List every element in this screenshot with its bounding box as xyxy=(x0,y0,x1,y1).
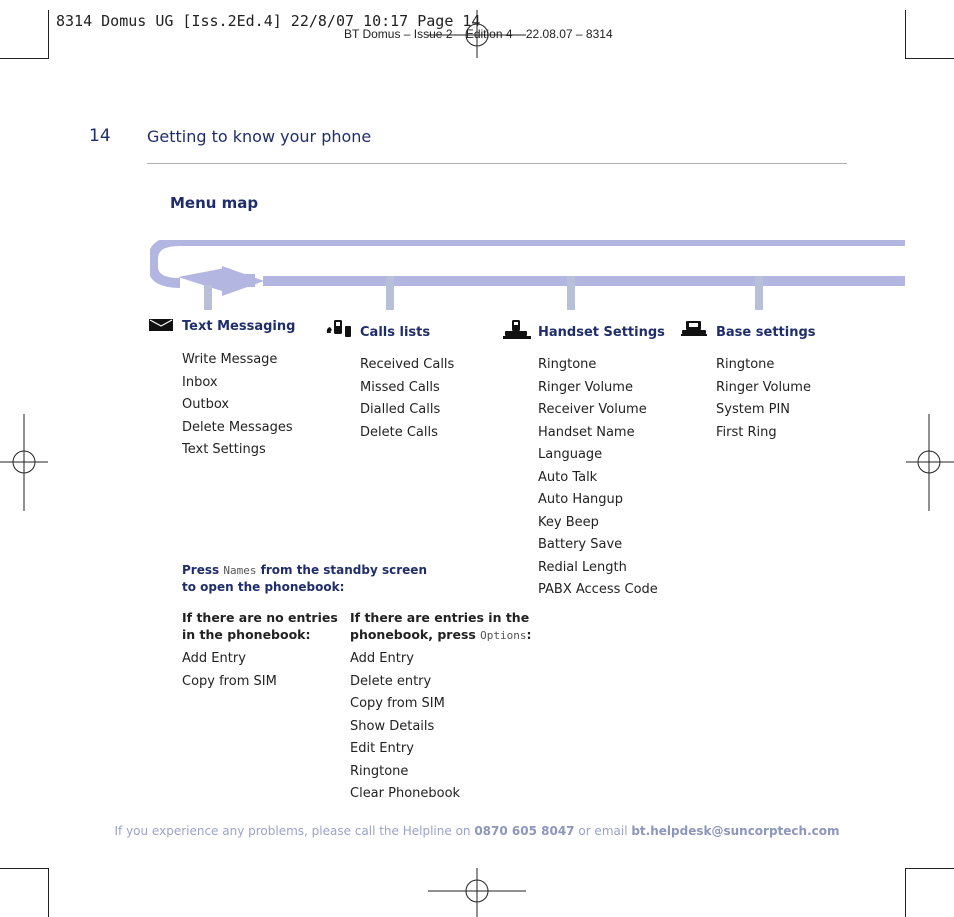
menu-item: Edit Entry xyxy=(350,741,414,756)
header-rule xyxy=(147,163,847,164)
calls-icon xyxy=(326,320,352,338)
menu-item: Missed Calls xyxy=(360,379,440,395)
menu-item: Battery Save xyxy=(538,537,623,552)
column-heading-handset-settings: Handset Settings xyxy=(538,325,665,340)
menu-item: Add Entry xyxy=(350,651,414,666)
page-number: 14 xyxy=(89,126,111,146)
footer-text: If you experience any problems, please call the Helpline on xyxy=(114,824,475,838)
base-icon xyxy=(681,321,707,337)
heading-line: in the phonebook: xyxy=(182,627,311,642)
menu-item: Ringtone xyxy=(350,763,409,779)
text-messaging-menu-list xyxy=(182,349,293,462)
menu-item: Auto Talk xyxy=(538,469,598,485)
menu-item: Language xyxy=(538,447,603,462)
column-heading-calls-lists: Calls lists xyxy=(360,325,431,340)
menu-item: Ringtone xyxy=(716,357,775,372)
helpline-footer xyxy=(0,824,954,838)
menu-item: Write Message xyxy=(182,352,278,367)
menu-item: Show Details xyxy=(350,718,435,734)
menu-item: Received Calls xyxy=(360,357,455,372)
entries-menu-list xyxy=(350,648,460,806)
menu-item: Text Settings xyxy=(182,442,266,457)
menu-item: First Ring xyxy=(716,424,777,440)
menu-item: Key Beep xyxy=(538,514,599,530)
note-text: Press xyxy=(182,563,224,577)
heading-line: If there are entries in the xyxy=(350,610,530,625)
helpdesk-email: bt.helpdesk@suncorptech.com xyxy=(631,824,840,838)
handset-icon xyxy=(503,320,531,340)
menu-item: Add Entry xyxy=(182,651,246,666)
calls-lists-menu-list xyxy=(360,354,454,444)
menu-item: Outbox xyxy=(182,397,230,412)
menu-item: Handset Name xyxy=(538,424,635,440)
handset-settings-menu-list xyxy=(538,354,658,602)
menu-item: Redial Length xyxy=(538,559,627,575)
menu-item: Inbox xyxy=(182,374,218,390)
menu-item: Ringtone xyxy=(538,357,597,372)
menu-item: Copy from SIM xyxy=(350,696,445,711)
menu-item: Delete Messages xyxy=(182,419,293,435)
section-title: Getting to know your phone xyxy=(147,127,372,146)
menu-item: Copy from SIM xyxy=(182,673,277,689)
menu-item: Receiver Volume xyxy=(538,402,647,417)
entries-heading xyxy=(350,609,532,644)
no-entries-heading xyxy=(182,609,338,643)
phonebook-note xyxy=(182,562,427,595)
footer-text: or email xyxy=(574,824,632,838)
no-entries-menu-list xyxy=(182,648,277,693)
base-settings-menu-list xyxy=(716,354,811,444)
names-softkey-label: Names xyxy=(223,564,257,577)
print-slug: 8314 Domus UG [Iss.2Ed.4] 22/8/07 10:17 Page 14 xyxy=(56,12,481,30)
menu-loop-arrow xyxy=(150,240,905,312)
menu-item: Ringer Volume xyxy=(716,379,811,395)
menu-item: Dialled Calls xyxy=(360,402,441,417)
menu-map-title: Menu map xyxy=(170,194,259,212)
note-text: to open the phonebook: xyxy=(182,580,345,594)
options-softkey-label: Options xyxy=(480,629,527,642)
menu-item: Auto Hangup xyxy=(538,492,624,507)
envelope-icon xyxy=(149,319,173,331)
menu-item: Clear Phonebook xyxy=(350,786,461,801)
heading-line: phonebook, press xyxy=(350,627,481,642)
note-text: from the standby screen xyxy=(256,563,427,577)
heading-line: : xyxy=(526,627,532,642)
menu-item: Ringer Volume xyxy=(538,379,633,395)
menu-item: Delete entry xyxy=(350,673,432,689)
menu-item: System PIN xyxy=(716,402,791,417)
print-slug-edition: BT Domus – Issue 2 – Edition 4 – 22.08.07 – 8314 xyxy=(344,27,613,41)
menu-item: Delete Calls xyxy=(360,424,438,440)
helpline-phone: 0870 605 8047 xyxy=(474,824,575,838)
heading-line: If there are no entries xyxy=(182,610,338,625)
menu-item: PABX Access Code xyxy=(538,582,658,597)
column-heading-base-settings: Base settings xyxy=(716,325,816,340)
column-heading-text-messaging: Text Messaging xyxy=(182,319,296,334)
